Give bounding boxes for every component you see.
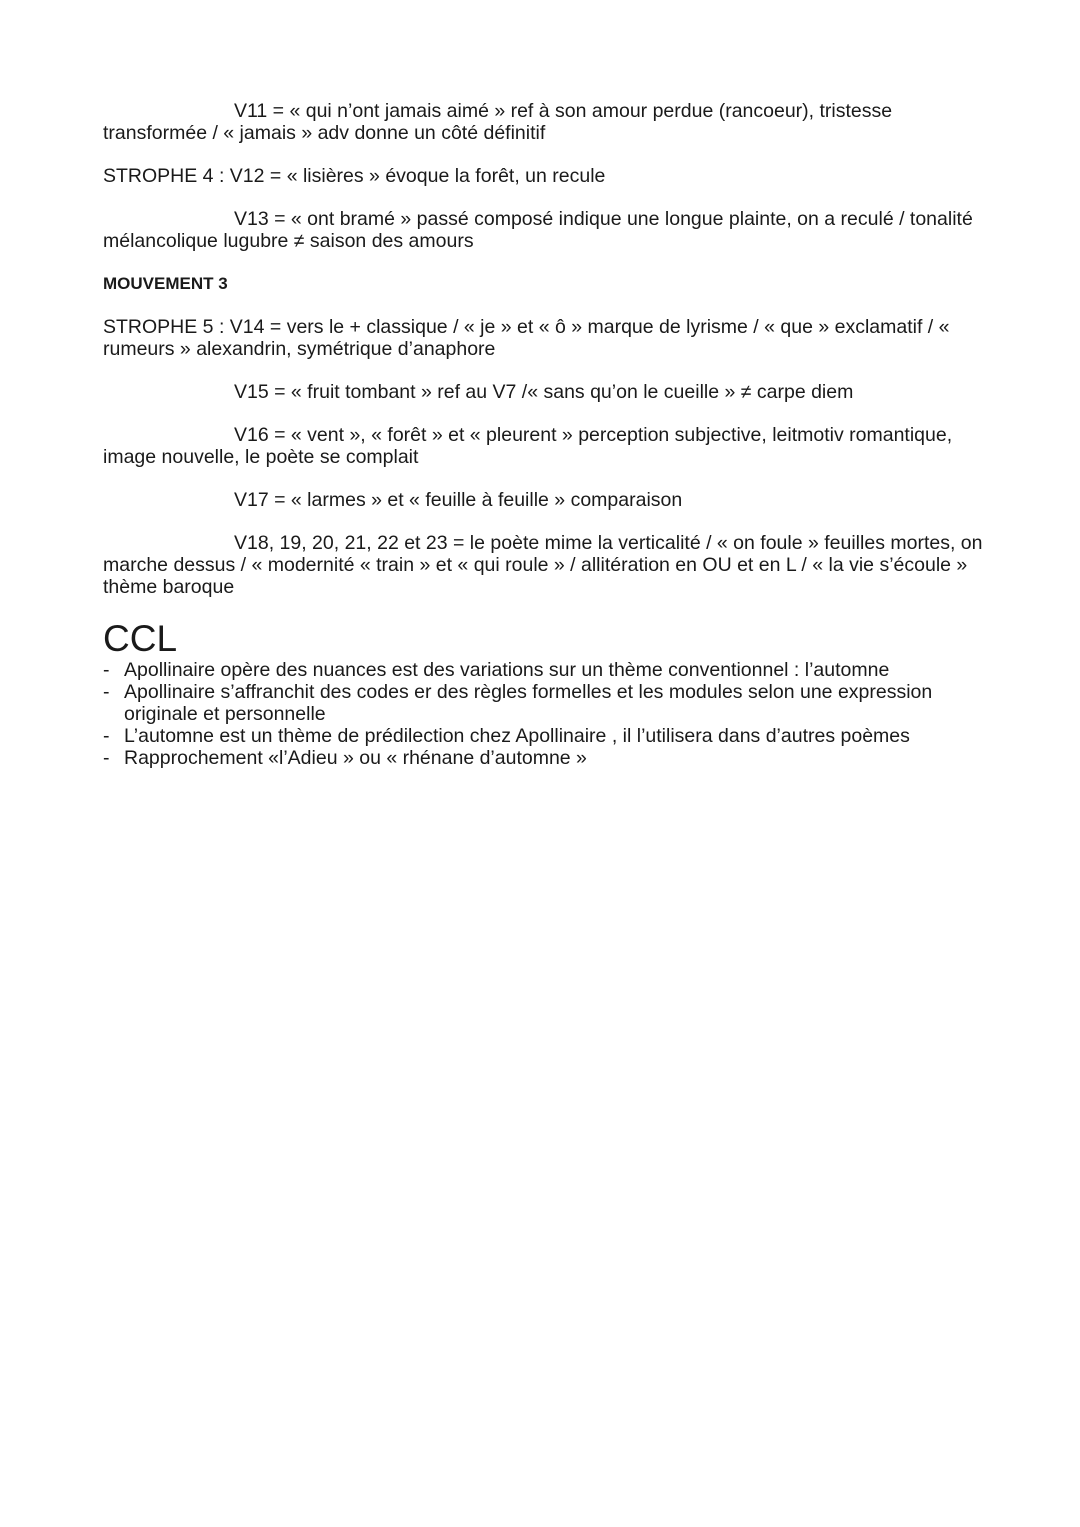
dash-bullet: - <box>103 725 110 747</box>
conclusion-item <box>103 725 983 747</box>
conclusion-item <box>103 747 983 769</box>
conclusion-item-text: Apollinaire opère des nuances est des variations sur un thème conventionnel : l’automne <box>124 659 890 681</box>
note-v16: V16 = « vent », « forêt » et « pleurent » perception subjective, leitmotiv romantique, image nouvelle, le poète se complait <box>103 424 953 468</box>
note-v18-23: V18, 19, 20, 21, 22 et 23 = le poète mime la verticalité / « on foule » feuilles mortes, on marche dessus / « modernité « train » et « qui roule » / allitération en OU et en L / « la vie s’écoule » thème baroque <box>103 532 983 598</box>
note-strophe-4: STROPHE 4 : V12 = « lisières » évoque la forêt, un recule <box>103 165 606 187</box>
conclusion-item <box>103 681 983 725</box>
conclusion-title: CCL <box>103 618 178 659</box>
note-v13: V13 = « ont bramé » passé composé indique une longue plainte, on a reculé / tonalité mélancolique lugubre ≠ saison des amours <box>103 208 973 252</box>
note-v17: V17 = « larmes » et « feuille à feuille » comparaison <box>234 489 683 511</box>
conclusion-item-text: L’automne est un thème de prédilection chez Apollinaire , il l’utilisera dans d’autres poèmes <box>124 725 910 747</box>
conclusion-item-text: Apollinaire s’affranchit des codes er des règles formelles et les modules selon une expression originale et personnelle <box>124 681 933 725</box>
note-strophe-5: STROPHE 5 : V14 = vers le + classique / « je » et « ô » marque de lyrisme / « que » exclamatif / « rumeurs » alexandrin, symétrique d’anaphore <box>103 316 950 360</box>
section-heading-mouvement-3: MOUVEMENT 3 <box>103 274 228 293</box>
conclusion-item-text: Rapprochement «l’Adieu » ou « rhénane d’automne » <box>124 747 587 769</box>
dash-bullet: - <box>103 681 110 703</box>
conclusion-list <box>103 659 983 769</box>
dash-bullet: - <box>103 747 110 769</box>
note-v15: V15 = « fruit tombant » ref au V7 /« sans qu’on le cueille » ≠ carpe diem <box>234 381 854 403</box>
conclusion-item <box>103 659 983 681</box>
note-v11: V11 = « qui n’ont jamais aimé » ref à son amour perdue (rancoeur), tristesse transformée / « jamais » adv donne un côté définitif <box>103 100 893 144</box>
dash-bullet: - <box>103 659 110 681</box>
notes-content <box>103 100 983 769</box>
